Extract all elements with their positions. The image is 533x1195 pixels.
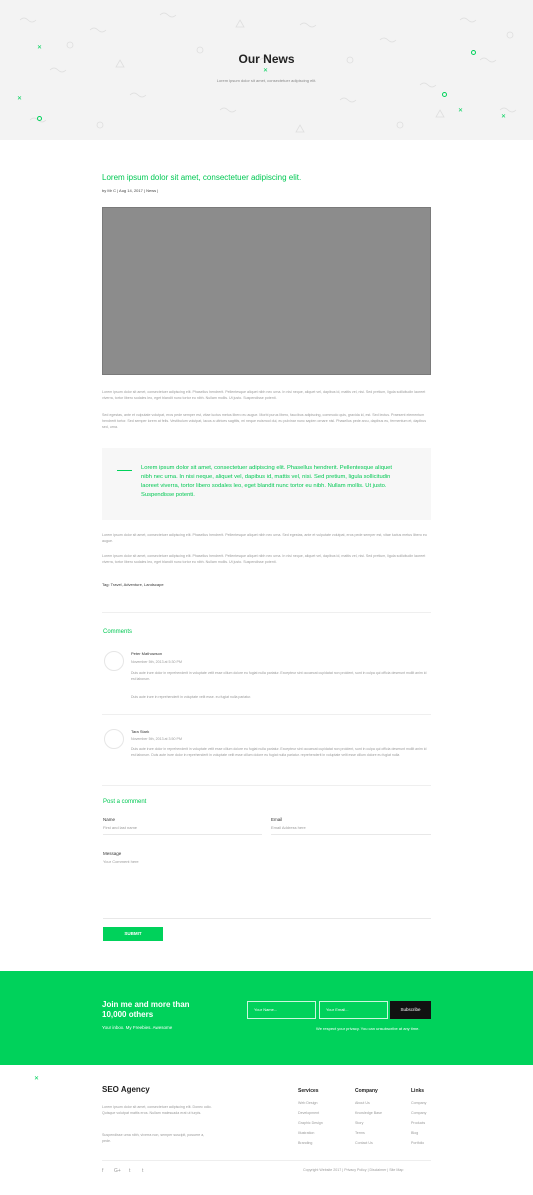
page-title: Our News [238, 52, 295, 66]
quote-text: Lorem ipsum dolor sit amet, consectetuer adipiscing elit. Phasellus hendrerit. Pellentesque aliquet nibh nec urna. In nisi neque, aliquet vel, dapibus id, mattis vel, nisi. Sed pretium, ligula sollicitudin laoreet viverra, tortor libero sodales leo, eget blandit nunc tortor eu nibh. Nullam mollis. Ut justo. Suspendisse potenti. [141, 465, 393, 498]
footer-link[interactable]: Graphic Design [298, 1121, 323, 1125]
page-subtitle: Lorem ipsum dolor sit amet, consectetuer adipiscing elit. [216, 78, 317, 83]
google-plus-icon[interactable]: G+ [114, 1168, 121, 1174]
divider [102, 612, 431, 613]
plus-icon: ✕ [34, 1076, 40, 1082]
footer-link[interactable]: Company [411, 1111, 427, 1115]
post-title[interactable]: Lorem ipsum dolor sit amet, consectetuer adipiscing elit. [102, 173, 302, 182]
avatar [104, 729, 124, 749]
blockquote [102, 448, 431, 520]
footer-link[interactable]: Company [411, 1101, 427, 1105]
circle-icon [442, 92, 447, 97]
footer-link[interactable]: Knowledge Base [355, 1111, 382, 1115]
newsletter-name-input[interactable]: Your Name... [247, 1001, 316, 1019]
footer-link[interactable]: Terms [355, 1131, 365, 1135]
comment-text: Duis aute irure dolor in reprehenderit in voluptate velit esse cillum dolore eu fugiat nulla pariatur. Excepteur sint occaecat cupidatat non proident, sunt in culpa qui officia deserunt mollit anim id est laborum. Duis aute irure dolor in reprehenderit in voluptate velit esse cillum dolore eu fugiat nulla pariatur. reprehenderit in voluptate velit esse cillum dolore eu fugiat nulla [131, 747, 427, 757]
comments-heading: Comments [103, 629, 133, 635]
comment-date: November 5th, 2013 at 3:50 PM [131, 737, 182, 741]
featured-image [102, 207, 431, 375]
divider [102, 785, 431, 786]
footer-about: Lorem ipsum dolor sit amet, consectetuer adipiscing elit. Donec odio. Quisque volutpat mattis eros. Nullam malesuada erat ut turpis. [102, 1105, 212, 1115]
comment-text: Duis aute irure dolor in reprehenderit in voluptate velit esse cillum dolore eu fugiat nulla pariatur. Excepteur sint occaecat cupidatat non proident, sunt in culpa qui officia deserunt mollit anim id est laborum. [131, 671, 427, 681]
footer-link[interactable]: Web Design [298, 1101, 318, 1105]
post-paragraph: Lorem ipsum dolor sit amet, consectetuer adipiscing elit. Phasellus hendrerit. Pellentesque aliquet nibh nec urna. Sed egestas, ante et vulputate volutpat, eros pede semper est, vitae luctus metus libero eu augue. [102, 533, 427, 543]
footer-link[interactable]: Story [355, 1121, 364, 1125]
newsletter-section [0, 971, 533, 1065]
comment-author: Tara Stark [131, 729, 150, 734]
footer-link[interactable]: About Us [355, 1101, 370, 1105]
post-paragraph: Lorem ipsum dolor sit amet, consectetuer adipiscing elit. Phasellus hendrerit. Pellentesque aliquet nibh nec urna. In nisi neque, aliquet vel, dapibus id, mattis vel, nisi. Sed pretium, ligula sollicitudin laoreet viverra, tortor libero sodales leo, eget blandit nunc tortor eu nibh. Nullam mollis. Ut justo. Suspendisse potenti. [102, 390, 426, 400]
footer-link[interactable]: Products [411, 1121, 426, 1125]
newsletter-subtitle: Your inbox. My Freebies. Awesome [102, 1025, 173, 1030]
message-label: Message [103, 851, 122, 856]
copyright: Copyright Website 2017 | Privacy Policy | Disclaimer | Site Map [303, 1168, 404, 1172]
footer-link[interactable]: Development [298, 1111, 320, 1115]
name-label: Name [103, 817, 116, 822]
divider [102, 714, 431, 715]
plus-icon: ✕ [17, 96, 23, 102]
newsletter-title: Join me and more than 10,000 others [102, 1000, 190, 1019]
newsletter-email-input[interactable]: Your Email... [319, 1001, 388, 1019]
comment-date: November 5th, 2013 at 5:30 PM [131, 660, 182, 664]
form-heading: Post a comment [103, 799, 147, 805]
subscribe-button[interactable]: Subscribe [390, 1001, 431, 1019]
footer-link[interactable]: Contact Us [355, 1141, 373, 1145]
plus-icon: ✕ [458, 108, 464, 114]
post-paragraph: Sed egestas, ante et vulputate volutpat, eros pede semper est, vitae luctus metus libero eu augue. Morbi purus libero, faucibus adipiscing, commodo quis, gravida id, est. Sed lectus. Praesent elementum hendrerit tortor. Sed semper lorem at felis. Vestibulum volutpat, lacus a ultrices sagittis, mi neque euismod dui, eu pulvinar nunc sapien ornare nisl. Phasellus pede arcu, dapibus eu, fermentum et, dapibus sed, urna. [102, 413, 427, 429]
name-input[interactable]: First and last name [103, 825, 262, 835]
footer-heading-links: Links [411, 1088, 425, 1094]
footer-link[interactable]: Illustration [298, 1131, 315, 1135]
submit-button[interactable]: SUBMIT [103, 927, 163, 941]
quote-bar [117, 470, 132, 471]
footer-link[interactable]: Portfolio [411, 1141, 425, 1145]
plus-icon: ✕ [501, 114, 507, 120]
post-tags[interactable]: Tag: Travel, Adventure, Landscape [102, 582, 164, 587]
message-textarea[interactable]: Your Comment here [103, 859, 431, 919]
hero-banner [0, 0, 533, 140]
avatar [104, 651, 124, 671]
post-meta: by Mr C | Aug 14, 2017 | News | [102, 188, 159, 193]
comment-text: Duis aute irure in reprehenderit in voluptate velit esse. eu fugiat nulla pariatur. [131, 695, 252, 699]
email-label: Email [271, 817, 283, 822]
footer-heading-services: Services [298, 1088, 319, 1094]
circle-icon [37, 116, 42, 121]
footer-brand: SEO Agency [102, 1085, 150, 1094]
footer-divider [102, 1160, 431, 1161]
privacy-note: We respect your privacy. You can unsubscribe at any time. [316, 1026, 420, 1031]
footer-about: Suspendisse urna nibh, viverra non, semper suscipit, posuere a, pede. [102, 1133, 205, 1143]
twitter-icon[interactable]: t [129, 1168, 131, 1174]
footer-link[interactable]: Branding [298, 1141, 313, 1145]
post-paragraph: Lorem ipsum dolor sit amet, consectetuer adipiscing elit. Phasellus hendrerit. Pellentesque aliquet nibh nec urna. In nisi neque, aliquet vel, dapibus id, mattis vel, nisi. Sed pretium, ligula sollicitudin laoreet viverra, tortor libero sodales leo, eget blandit nunc tortor eu nibh. Nullam mollis. Ut justo. Suspendisse potenti. [102, 554, 426, 564]
footer-heading-company: Company [355, 1088, 378, 1094]
tumblr-icon[interactable]: t [142, 1168, 144, 1174]
facebook-icon[interactable]: f [102, 1168, 104, 1174]
comment-author: Peter Mathowson [131, 651, 163, 656]
plus-icon: ✕ [37, 45, 43, 51]
plus-icon: ✕ [263, 68, 269, 74]
email-input[interactable]: Email Address here [271, 825, 431, 835]
footer-link[interactable]: Blog [411, 1131, 419, 1135]
